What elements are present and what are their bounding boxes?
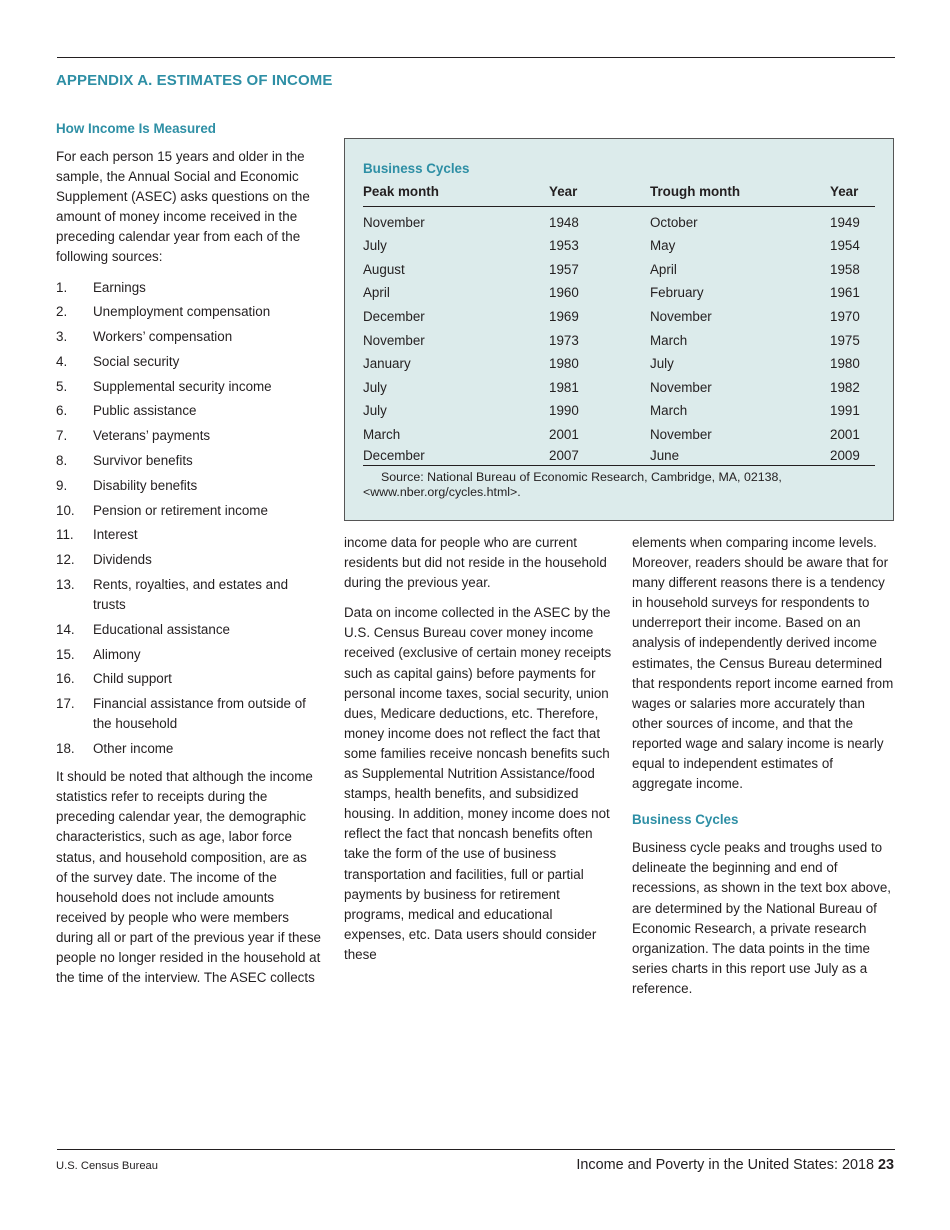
closing-paragraph: It should be noted that although the income statistics refer to receipts during the preceding calendar year, the demographic characteristics, such as age, labor force status, and household composition, are as of the survey date. The income of the household does not include amounts received by people who were members during all or part of the previous year if these people no longer resided in the household at the time of the interview. The ASEC collects <box>56 769 321 986</box>
peak-month-cell: July <box>363 403 387 419</box>
business-cycles-heading: Business Cycles <box>632 812 739 828</box>
list-item <box>56 377 321 397</box>
list-item-text: Supplemental security income <box>93 378 272 394</box>
trough-month-cell: April <box>650 261 677 277</box>
list-item-text: Dividends <box>93 552 152 568</box>
business-cycles-table <box>363 184 875 466</box>
trough-year-cell: 2009 <box>830 442 875 466</box>
trough-year-cell: 1991 <box>830 403 860 419</box>
trough-month-cell: November <box>650 308 712 324</box>
page-number: 23 <box>877 1157 894 1173</box>
list-item <box>56 645 321 665</box>
list-item-number: 3. <box>56 329 68 345</box>
trough-month-cell: July <box>650 356 674 372</box>
header-peak-year: Year <box>549 184 650 206</box>
bottom-rule <box>57 1149 895 1150</box>
list-item-number: 17. <box>56 696 75 712</box>
trough-month-cell: February <box>650 285 704 301</box>
list-item-text: Workers’ compensation <box>93 329 233 345</box>
table-row <box>363 371 875 395</box>
trough-month-cell: June <box>650 442 830 466</box>
list-item-text: Rents, royalties, and estates and trusts <box>93 576 289 613</box>
peak-year-cell: 1981 <box>549 379 579 395</box>
trough-year-cell: 1954 <box>830 238 860 254</box>
table-row <box>363 442 875 466</box>
income-sources-list <box>56 278 321 760</box>
list-item-number: 13. <box>56 576 75 592</box>
list-item-text: Pension or retirement income <box>93 502 268 518</box>
list-item-number: 16. <box>56 671 75 687</box>
table-row <box>363 395 875 419</box>
list-item <box>56 327 321 347</box>
header-trough-year: Year <box>830 184 875 206</box>
business-cycles-box <box>344 138 894 521</box>
list-item-text: Public assistance <box>93 403 197 419</box>
peak-month-cell: March <box>363 426 401 442</box>
peak-year-cell: 1948 <box>549 214 579 230</box>
list-item-number: 6. <box>56 403 68 419</box>
footer-agency: U.S. Census Bureau <box>56 1160 158 1172</box>
right-column <box>632 533 896 1009</box>
list-item <box>56 302 321 322</box>
table-row <box>363 206 875 230</box>
peak-month-cell: December <box>363 308 425 324</box>
list-item <box>56 620 321 640</box>
list-item-number: 14. <box>56 621 75 637</box>
list-item-number: 10. <box>56 502 75 518</box>
list-item-number: 9. <box>56 477 68 493</box>
table-row <box>363 277 875 301</box>
box-title: Business Cycles <box>363 161 470 176</box>
table-row <box>363 348 875 372</box>
list-item-number: 1. <box>56 279 68 295</box>
list-item-text: Interest <box>93 527 138 543</box>
list-item <box>56 525 321 545</box>
list-item <box>56 278 321 298</box>
intro-paragraph: For each person 15 years and older in the sample, the Annual Social and Economic Supplement (ASEC) asks questions on the amount of money income received in the preceding calendar year from each of the following sources: <box>56 149 310 265</box>
peak-year-cell: 1957 <box>549 261 579 277</box>
peak-year-cell: 2001 <box>549 426 579 442</box>
peak-year-cell: 1973 <box>549 332 579 348</box>
peak-month-cell: January <box>363 356 411 372</box>
trough-year-cell: 2001 <box>830 426 860 442</box>
peak-month-cell: November <box>363 332 425 348</box>
trough-year-cell: 1970 <box>830 308 860 324</box>
trough-year-cell: 1975 <box>830 332 860 348</box>
peak-month-cell: December <box>363 442 549 466</box>
list-item-text: Survivor benefits <box>93 453 193 469</box>
table-row <box>363 300 875 324</box>
peak-month-cell: April <box>363 285 390 301</box>
trough-year-cell: 1982 <box>830 379 860 395</box>
right-paragraph-2: Business cycle peaks and troughs used to delineate the beginning and end of recessions, as shown in the text box above, are determined by the National Bureau of Economic Research, a private research organization. The data points in the time series charts in this report use July as a reference. <box>632 840 892 996</box>
header-trough-month: Trough month <box>650 184 830 206</box>
peak-month-cell: July <box>363 379 387 395</box>
footer-report <box>576 1157 894 1173</box>
trough-month-cell: May <box>650 238 676 254</box>
header-peak-month: Peak month <box>363 184 549 206</box>
trough-year-cell: 1949 <box>830 214 860 230</box>
list-item-number: 18. <box>56 741 75 757</box>
list-item-number: 7. <box>56 428 68 444</box>
list-item-number: 5. <box>56 378 68 394</box>
list-item-number: 4. <box>56 353 68 369</box>
left-column <box>56 119 321 998</box>
list-item <box>56 550 321 570</box>
list-item <box>56 694 321 734</box>
trough-year-cell: 1961 <box>830 285 860 301</box>
table-row <box>363 324 875 348</box>
footer-report-title: Income and Poverty in the United States: 2018 <box>576 1157 874 1173</box>
list-item-text: Financial assistance from outside of the household <box>93 696 306 732</box>
table-header-row <box>363 184 875 206</box>
table-body <box>363 206 875 466</box>
trough-year-cell: 1958 <box>830 261 860 277</box>
trough-month-cell: March <box>650 403 688 419</box>
source-note: Source: National Bureau of Economic Research, Cambridge, MA, 02138, <www.nber.org/cycles.html>. <box>363 470 782 499</box>
trough-month-cell: March <box>650 332 688 348</box>
table-row <box>363 418 875 442</box>
list-item <box>56 401 321 421</box>
list-item <box>56 451 321 471</box>
peak-year-cell: 1990 <box>549 403 579 419</box>
trough-year-cell: 1980 <box>830 356 860 372</box>
list-item-text: Educational assistance <box>93 621 230 637</box>
peak-year-cell: 1953 <box>549 238 579 254</box>
middle-paragraph-2: Data on income collected in the ASEC by the U.S. Census Bureau cover money income received (exclusive of certain money receipts such as capital gains) before payments for personal income taxes, social security, union dues, Medicare deductions, etc. Therefore, money income does not reflect the fact that some families receive noncash benefits such as Supplemental Nutrition Assistance/food stamps, health benefits, and subsidized housing. In addition, money income does not reflect the fact that noncash benefits often take the form of the use of business transportation and facilities, full or partial payments by business for retirement programs, medical and educational expenses, etc. Data users should consider these <box>344 605 612 962</box>
list-item-number: 12. <box>56 552 75 568</box>
peak-month-cell: November <box>363 214 425 230</box>
trough-month-cell: November <box>650 379 712 395</box>
peak-year-cell: 1960 <box>549 285 579 301</box>
trough-month-cell: November <box>650 426 712 442</box>
list-item-number: 15. <box>56 646 75 662</box>
list-item-text: Social security <box>93 353 180 369</box>
table-row <box>363 253 875 277</box>
list-item-number: 11. <box>56 527 74 543</box>
top-rule <box>57 57 895 58</box>
list-item-text: Earnings <box>93 279 146 295</box>
list-item <box>56 426 321 446</box>
peak-month-cell: August <box>363 261 405 277</box>
list-item-number: 2. <box>56 304 68 320</box>
list-item-text: Disability benefits <box>93 477 198 493</box>
peak-month-cell: July <box>363 238 387 254</box>
list-item <box>56 575 321 615</box>
peak-year-cell: 1980 <box>549 356 579 372</box>
list-item <box>56 476 321 496</box>
middle-paragraph-1: income data for people who are current residents but did not reside in the household during the previous year. <box>344 535 607 591</box>
middle-column <box>344 533 612 975</box>
list-item-number: 8. <box>56 453 68 469</box>
table-row <box>363 230 875 254</box>
list-item-text: Veterans’ payments <box>93 428 211 444</box>
how-income-measured-heading: How Income Is Measured <box>56 121 216 136</box>
peak-year-cell: 2007 <box>549 442 650 466</box>
list-item <box>56 739 321 759</box>
list-item <box>56 501 321 521</box>
appendix-title: APPENDIX A. ESTIMATES OF INCOME <box>56 72 333 89</box>
right-paragraph-1: elements when comparing income levels. Moreover, readers should be aware that for many different reasons there is a tendency in household surveys for respondents to underreport their income. Based on an analysis of independently derived income estimates, the Census Bureau determined that respondents report income earned from wages or salaries more accurately than other sources of income, and that the reported wage and salary income is nearly equal to independent estimates of aggregate income. <box>632 535 894 792</box>
list-item-text: Child support <box>93 671 172 687</box>
peak-year-cell: 1969 <box>549 308 579 324</box>
list-item <box>56 352 321 372</box>
trough-month-cell: October <box>650 214 698 230</box>
list-item-text: Unemployment compensation <box>93 304 271 320</box>
list-item-text: Other income <box>93 741 174 757</box>
list-item <box>56 669 321 689</box>
list-item-text: Alimony <box>93 646 141 662</box>
